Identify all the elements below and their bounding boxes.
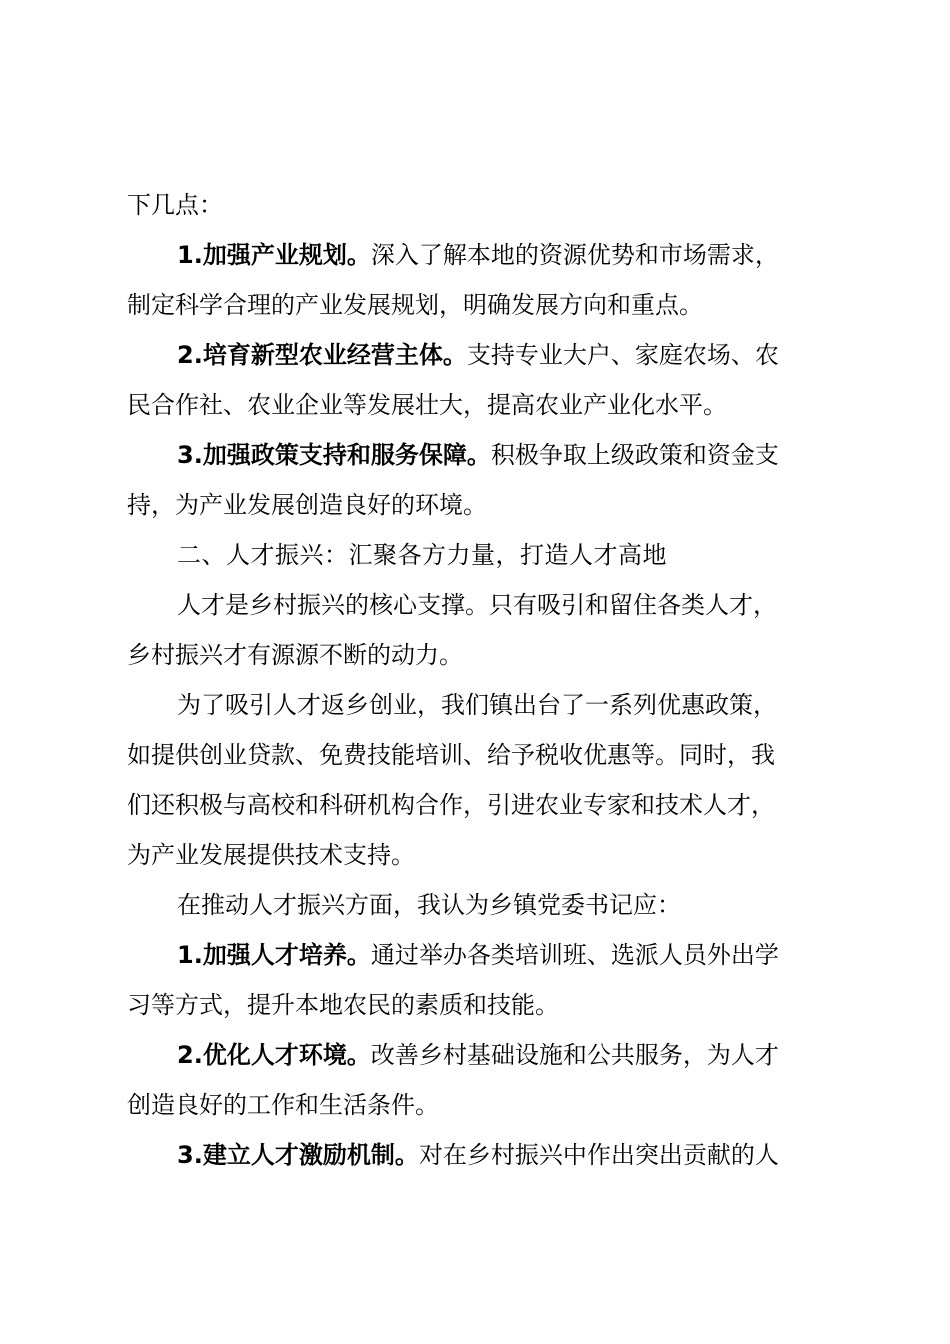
item-label: 3.加强政策支持和服务保障。	[177, 441, 491, 469]
item-label: 3.建立人才激励机制。	[177, 1141, 419, 1169]
list-item	[177, 940, 779, 970]
list-item	[177, 340, 779, 370]
line-text: 对在乡村振兴中作出突出贡献的人	[418, 1141, 779, 1169]
paragraph-line	[127, 740, 775, 770]
item-label: 2.优化人才环境。	[177, 1041, 371, 1069]
list-item	[177, 1040, 779, 1070]
item-label: 2.培育新型农业经营主体。	[177, 341, 467, 369]
line-text: 为了吸引人才返乡创业，我们镇出台了一系列优惠政策，	[177, 691, 777, 719]
paragraph-line	[127, 190, 223, 220]
paragraph-line	[127, 390, 727, 420]
paragraph-line	[177, 890, 681, 920]
paragraph-line	[127, 640, 463, 670]
paragraph-line	[127, 990, 559, 1020]
line-text: 下几点：	[127, 191, 223, 219]
item-label: 1.加强产业规划。	[177, 241, 371, 269]
line-text: 支持专业大户、家庭农场、农	[466, 341, 779, 369]
line-text: 通过举办各类培训班、选派人员外出学	[370, 941, 779, 969]
list-item	[177, 240, 779, 270]
line-text: 积极争取上级政策和资金支	[490, 441, 779, 469]
line-text: 民合作社、农业企业等发展壮大，提高农业产业化水平。	[127, 391, 727, 419]
line-text: 人才是乡村振兴的核心支撑。只有吸引和留住各类人才，	[177, 591, 777, 619]
section-heading	[177, 540, 667, 570]
paragraph-line	[177, 590, 777, 620]
paragraph-line	[127, 290, 703, 320]
line-text: 创造良好的工作和生活条件。	[127, 1091, 439, 1119]
paragraph-line	[127, 840, 415, 870]
line-text: 持，为产业发展创造良好的环境。	[127, 491, 487, 519]
line-text: 们还积极与高校和科研机构合作，引进农业专家和技术人才，	[127, 791, 775, 819]
paragraph-line	[127, 790, 775, 820]
list-item	[177, 1140, 779, 1170]
line-text: 习等方式，提升本地农民的素质和技能。	[127, 991, 559, 1019]
line-text: 改善乡村基础设施和公共服务，为人才	[370, 1041, 779, 1069]
line-text: 深入了解本地的资源优势和市场需求，	[370, 241, 779, 269]
item-label: 1.加强人才培养。	[177, 941, 371, 969]
line-text: 为产业发展提供技术支持。	[127, 841, 415, 869]
paragraph-line	[127, 490, 487, 520]
line-text: 制定科学合理的产业发展规划，明确发展方向和重点。	[127, 291, 703, 319]
paragraph-line	[127, 1090, 439, 1120]
line-text: 乡村振兴才有源源不断的动力。	[127, 641, 463, 669]
heading-text: 二、人才振兴：汇聚各方力量，打造人才高地	[177, 541, 667, 569]
paragraph-line	[177, 690, 777, 720]
line-text: 如提供创业贷款、免费技能培训、给予税收优惠等。同时，我	[127, 741, 775, 769]
list-item	[177, 440, 779, 470]
line-text: 在推动人才振兴方面，我认为乡镇党委书记应：	[177, 891, 681, 919]
